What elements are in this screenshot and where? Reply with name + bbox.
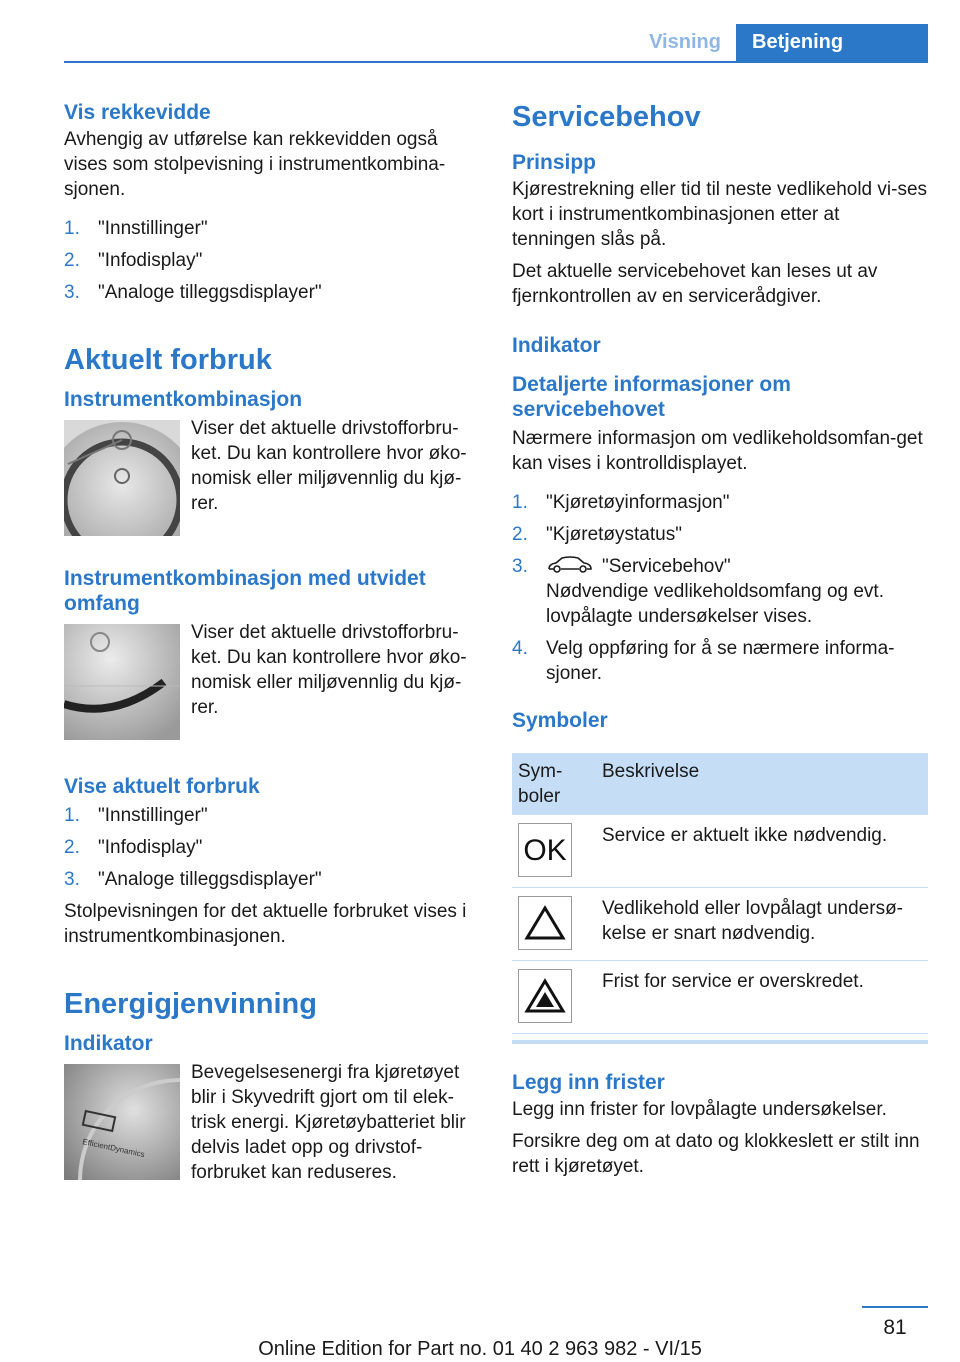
- list-item: 4. Velg oppføring for å se nærmere informa-sjoner.: [512, 638, 895, 684]
- car-icon: [546, 555, 594, 575]
- table-row: Vedlikehold eller lovpålagt undersø-kelse er snart nødvendig.: [512, 888, 928, 961]
- consumption-sub2-text: Viser det aktuelle drivstofforbru-ket. Du kan kontrollere hvor øko-nomisk eller miljøvennlig du kjø-rer.: [191, 622, 467, 718]
- tab-betjening[interactable]: Betjening: [736, 24, 928, 61]
- range-steps: [64, 216, 482, 305]
- principle-text-2: Det aktuelle servicebehovet kan leses ut av fjernkontrollen av en servicerådgiver.: [512, 261, 878, 307]
- table-row: OK Service er aktuelt ikke nødvendig.: [512, 815, 928, 888]
- table-row: Frist for service er overskredet.: [512, 961, 928, 1034]
- symbols-table: [512, 753, 928, 1034]
- deadlines-text-2: Forsikre deg om at dato og klokkeslett er stilt inn rett i kjøretøyet.: [512, 1131, 920, 1177]
- overdue-triangle-icon: [518, 969, 572, 1023]
- gauge-extended-image: [64, 624, 180, 740]
- energy-heading: Energigjenvinning: [64, 988, 317, 1020]
- consumption-after-text: Stolpevisningen for det aktuelle forbruket vises i instrumentkombinasjonen.: [64, 901, 467, 947]
- list-item: 3. "Analoge tilleggsdisplayer": [64, 869, 322, 890]
- list-item: 1. "Innstillinger": [64, 218, 208, 239]
- left-column: [64, 100, 482, 1186]
- symbols-heading: Symboler: [512, 709, 608, 732]
- header-rule: [64, 61, 928, 63]
- energy-gauge-image: [64, 1064, 180, 1180]
- warning-triangle-icon: [518, 896, 572, 950]
- consumption-sub1-heading: Instrumentkombinasjon: [64, 388, 303, 411]
- table-bottom-rule: [512, 1040, 928, 1044]
- tab-visning[interactable]: Visning: [649, 31, 721, 53]
- list-item: 3. "Analoge tilleggsdisplayer": [64, 282, 322, 303]
- right-column: [512, 100, 928, 1179]
- ok-icon: OK: [518, 823, 572, 877]
- consumption-sub2-heading: Instrumentkombinasjon med utvidet omfang: [64, 567, 426, 615]
- range-heading: Vis rekkevidde: [64, 101, 211, 124]
- principle-text-1: Kjørestrekning eller tid til neste vedlikehold vi-ses kort i instrumentkombinasjonen etter at tenningen slås på.: [512, 179, 928, 250]
- energy-sub-heading: Indikator: [64, 1032, 153, 1055]
- table-header-symbols: Sym-boler: [512, 753, 596, 815]
- service-heading: Servicebehov: [512, 101, 701, 133]
- consumption-sub1-text: Viser det aktuelle drivstofforbru-ket. Du kan kontrollere hvor øko-nomisk eller miljøvennlig du kjø-rer.: [191, 418, 467, 514]
- consumption-steps: [64, 803, 482, 892]
- page-number: 81: [883, 1316, 907, 1339]
- list-item: 1. "Kjøretøyinformasjon": [512, 492, 730, 513]
- consumption-heading: Aktuelt forbruk: [64, 344, 272, 376]
- details-heading: Detaljerte informasjoner om servicebehovet: [512, 373, 791, 421]
- indicator-heading: Indikator: [512, 334, 601, 357]
- table-header-row: [512, 753, 928, 815]
- gauge-image: [64, 420, 180, 536]
- principle-heading: Prinsipp: [512, 151, 597, 174]
- details-text: Nærmere informasjon om vedlikeholdsomfan-get kan vises i kontrolldisplayet.: [512, 428, 923, 474]
- list-item: 1. "Innstillinger": [64, 805, 208, 826]
- list-item: 2. "Kjøretøystatus": [512, 524, 682, 545]
- table-header-description: Beskrivelse: [596, 753, 928, 815]
- consumption-sub3-heading: Vise aktuelt forbruk: [64, 775, 260, 798]
- footer-rule: [862, 1306, 928, 1308]
- range-text: Avhengig av utførelse kan rekkevidden også vises som stolpevisning i instrumentkombina-sjonen.: [64, 129, 446, 200]
- svg-text:EfficientDynamics: EfficientDynamics: [81, 1137, 146, 1160]
- list-item: 3. "Servicebehov" Nødvendige vedlikeholdsomfang og evt. lovpålagte undersøkelser vises.: [512, 556, 884, 627]
- deadlines-heading: Legg inn frister: [512, 1071, 665, 1094]
- service-steps: [512, 490, 928, 686]
- energy-text: Bevegelsesenergi fra kjøretøyet blir i Skyvedrift gjort om til elek-trisk energi. Kjøretøybatteriet blir delvis ladet opp og drivstof-forbruket kan reduseres.: [191, 1062, 466, 1183]
- list-item: 2. "Infodisplay": [64, 837, 203, 858]
- deadlines-text-1: Legg inn frister for lovpålagte undersøkelser.: [512, 1099, 887, 1120]
- footer-edition: Online Edition for Part no. 01 40 2 963 982 - VI/15: [258, 1338, 702, 1360]
- list-item: 2. "Infodisplay": [64, 250, 203, 271]
